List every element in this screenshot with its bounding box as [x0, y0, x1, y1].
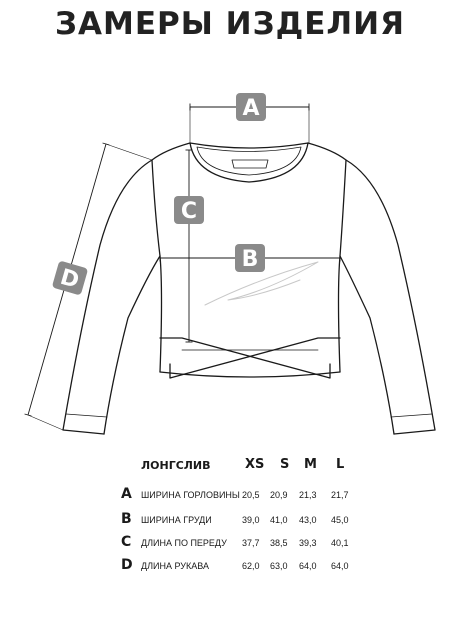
sleeve-left-inner	[104, 256, 160, 434]
row-c-label: ДЛИНА ПО ПЕРЕДУ	[141, 538, 227, 548]
row-d-l: 64,0	[331, 561, 349, 571]
badge-b-label: B	[241, 247, 259, 272]
badge-c	[174, 196, 204, 224]
cuff-right	[391, 414, 432, 417]
badge-a	[236, 93, 266, 121]
badge-b	[235, 244, 265, 272]
badge-d-label: D	[57, 264, 82, 294]
row-a-label: ШИРИНА ГОРЛОВИНЫ	[141, 490, 240, 500]
size-header-xs: XS	[245, 457, 265, 472]
row-a-l: 21,7	[331, 490, 349, 500]
collar-inner	[197, 147, 301, 175]
size-header-s: S	[280, 457, 290, 472]
row-a-xs: 20,5	[242, 490, 260, 500]
badge-a-label: A	[242, 96, 260, 121]
cuff-left	[66, 414, 107, 417]
row-b-label: ШИРИНА ГРУДИ	[141, 515, 212, 525]
row-c-s: 38,5	[270, 538, 288, 548]
size-header-l: L	[336, 457, 345, 472]
sleeve-right-inner	[340, 256, 394, 434]
row-b-l: 45,0	[331, 515, 349, 525]
row-b-letter: B	[121, 511, 132, 527]
line-d-top-guide	[106, 144, 152, 160]
longsleeve-outline	[63, 143, 435, 434]
row-c-letter: C	[121, 534, 132, 550]
row-d-xs: 62,0	[242, 561, 260, 571]
collar-label	[232, 160, 268, 168]
page-title: ЗАМЕРЫ ИЗДЕЛИЯ	[55, 6, 405, 42]
row-c-m: 39,3	[299, 538, 317, 548]
row-a-letter: A	[121, 486, 132, 502]
sleeve-right-outer	[346, 160, 435, 434]
line-d-bottom-guide	[28, 415, 63, 430]
row-c-xs: 37,7	[242, 538, 260, 548]
row-a-m: 21,3	[299, 490, 317, 500]
row-d-m: 64,0	[299, 561, 317, 571]
row-c-l: 40,1	[331, 538, 349, 548]
row-b-xs: 39,0	[242, 515, 260, 525]
row-d-letter: D	[121, 557, 133, 573]
badge-c-label: C	[180, 199, 198, 224]
row-b-s: 41,0	[270, 515, 288, 525]
row-a-s: 20,9	[270, 490, 288, 500]
row-d-label: ДЛИНА РУКАВА	[141, 561, 209, 571]
row-b-m: 43,0	[299, 515, 317, 525]
badge-d	[52, 260, 89, 295]
table-product-header: ЛОНГСЛИВ	[141, 459, 211, 472]
row-d-s: 63,0	[270, 561, 288, 571]
size-header-m: M	[304, 457, 317, 472]
